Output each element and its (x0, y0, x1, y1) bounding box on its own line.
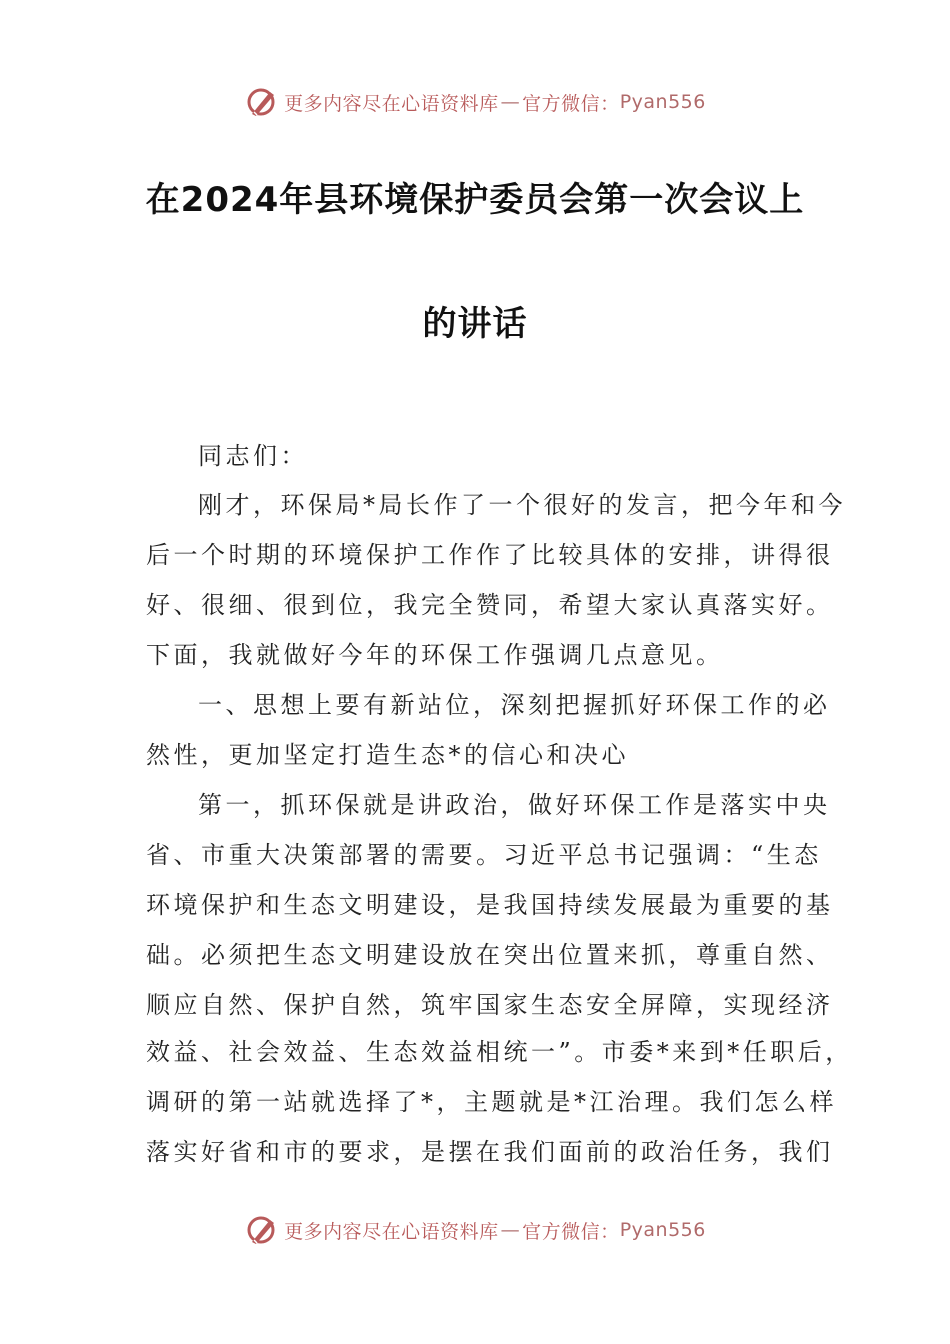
watermark-main-text: 更多内容尽在心语资料库 (284, 1220, 499, 1243)
watermark-separator: — (500, 91, 521, 113)
body-line: 效益、社会效益、生态效益相统一”。市委*来到*任职后， (146, 1038, 853, 1066)
body-line: 一、思想上要有新站位，深刻把握抓好环保工作的必 (198, 691, 831, 719)
body-line: 环境保护和生态文明建设，是我国持续发展最为重要的基 (146, 891, 834, 919)
body-line: 好、很细、很到位，我完全赞同，希望大家认真落实好。 (146, 591, 834, 619)
watermark-separator: — (500, 1219, 521, 1241)
watermark-wechat-label: 官方微信： (522, 1220, 620, 1243)
body-line: 顺应自然、保护自然，筑牢国家生态安全屏障，实现经济 (146, 991, 834, 1019)
body-line: 刚才，环保局*局长作了一个很好的发言，把今年和今 (198, 491, 846, 519)
watermark-main-text: 更多内容尽在心语资料库 (284, 92, 499, 115)
body-line: 同志们： (198, 442, 308, 470)
body-line: 调研的第一站就选择了*，主题就是*江治理。我们怎么样 (146, 1088, 837, 1116)
body-line: 落实好省和市的要求，是摆在我们面前的政治任务，我们 (146, 1138, 834, 1166)
body-line: 后一个时期的环境保护工作作了比较具体的安排，讲得很 (146, 541, 834, 569)
document-title-line-2: 的讲话 (422, 304, 528, 344)
watermark-banner-top (0, 82, 950, 122)
watermark-wechat-label: 官方微信： (522, 92, 620, 115)
body-line: 第一，抓环保就是讲政治，做好环保工作是落实中央 (198, 791, 831, 819)
watermark-banner-bottom (0, 1210, 950, 1250)
body-line: 础。必须把生态文明建设放在突出位置来抓，尊重自然、 (146, 941, 834, 969)
body-line: 下面，我就做好今年的环保工作强调几点意见。 (146, 641, 724, 669)
document-title-line-1: 在2024年县环境保护委员会第一次会议上 (145, 180, 805, 220)
watermark-wechat-id: Pyan556 (619, 91, 706, 113)
body-line: 省、市重大决策部署的需要。习近平总书记强调：“生态 (146, 841, 822, 869)
pen-circle-logo-icon (244, 1212, 280, 1248)
pen-circle-logo-icon (244, 84, 280, 120)
watermark-wechat-id: Pyan556 (619, 1219, 706, 1241)
body-line: 然性，更加坚定打造生态*的信心和决心 (146, 741, 629, 769)
